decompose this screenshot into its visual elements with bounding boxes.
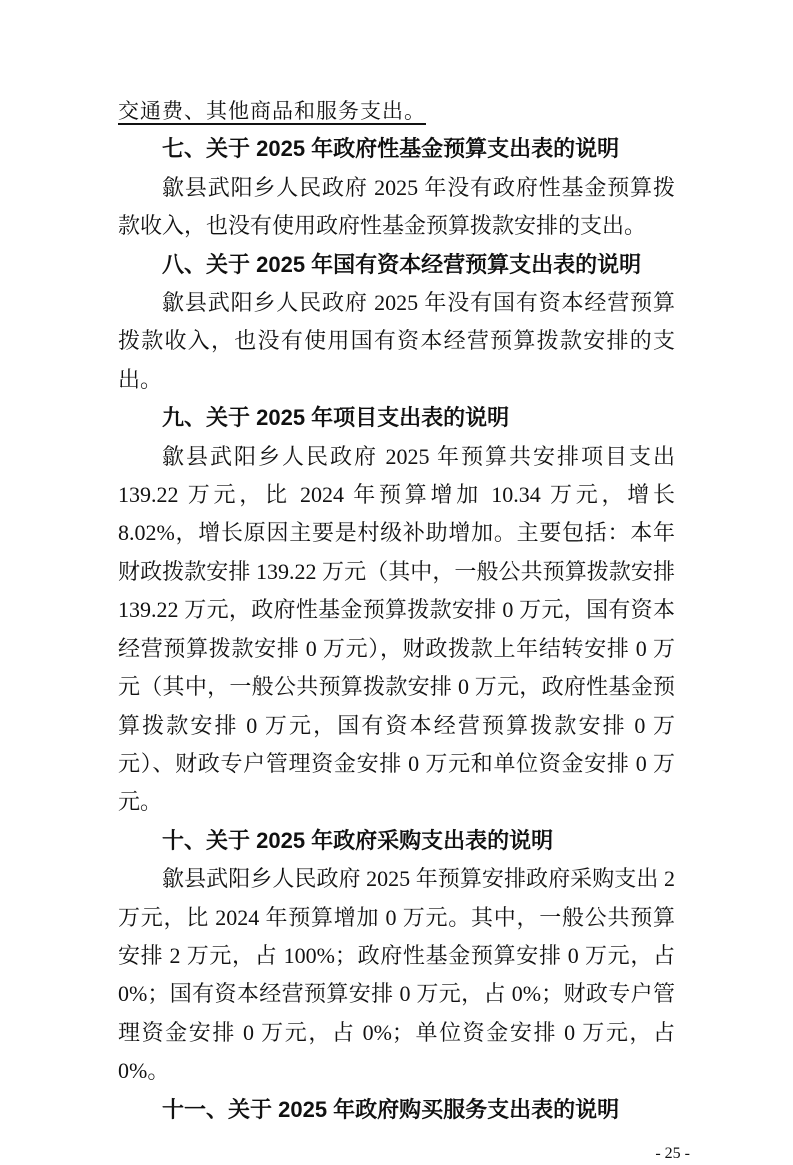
section-paragraph: 歙县武阳乡人民政府 2025 年预算共安排项目支出 139.22 万元，比 2024 年预算增加 10.34 万元，增长 8.02%，增长原因主要是村级补助增加。主要包括：本年财政拨款安排 139.22 万元（其中，一般公共预算拨款安排 139.22 万元，政府性基金预算拨款安排 0 万元，国有资本经营预算拨款安排 0 万元），财政拨款上年结转安排 0 万元（其中，一般公共预算拨款安排 0 万元，政府性基金预算拨款安排 0 万元，国有资本经营预算拨款安排 0 万元）、财政专户管理资金安排 0 万元和单位资金安排 0 万元。 xyxy=(118,443,675,815)
page-number: - 25 - xyxy=(655,1144,690,1162)
document-content xyxy=(118,92,675,1129)
section-paragraph: 歙县武阳乡人民政府 2025 年预算安排政府采购支出 2 万元，比 2024 年预算增加 0 万元。其中，一般公共预算安排 2 万元，占 100%；政府性基金预算安排 0 万元，占 0%；国有资本经营预算安排 0 万元，占 0%；财政专户管理资金安排 0 万元，占 0%；单位资金安排 0 万元，占 0%。 xyxy=(118,866,675,1084)
section-heading: 十、关于 2025 年政府采购支出表的说明 xyxy=(162,827,554,853)
leading-paragraph xyxy=(118,92,675,130)
section-heading: 八、关于 2025 年国有资本经营预算支出表的说明 xyxy=(162,251,642,277)
sections-container xyxy=(118,130,675,1129)
section-heading: 九、关于 2025 年项目支出表的说明 xyxy=(162,405,510,431)
section-heading: 十一、关于 2025 年政府购买服务支出表的说明 xyxy=(162,1096,620,1122)
section-heading: 七、关于 2025 年政府性基金预算支出表的说明 xyxy=(162,136,620,162)
section-paragraph: 歙县武阳乡人民政府 2025 年没有政府性基金预算拨款收入，也没有使用政府性基金预算拨款安排的支出。 xyxy=(118,174,675,239)
section-paragraph: 歙县武阳乡人民政府 2025 年没有国有资本经营预算拨款收入，也没有使用国有资本经营预算拨款安排的支出。 xyxy=(118,290,675,392)
underlined-text: 交通费、其他商品和服务支出。 xyxy=(118,99,426,123)
